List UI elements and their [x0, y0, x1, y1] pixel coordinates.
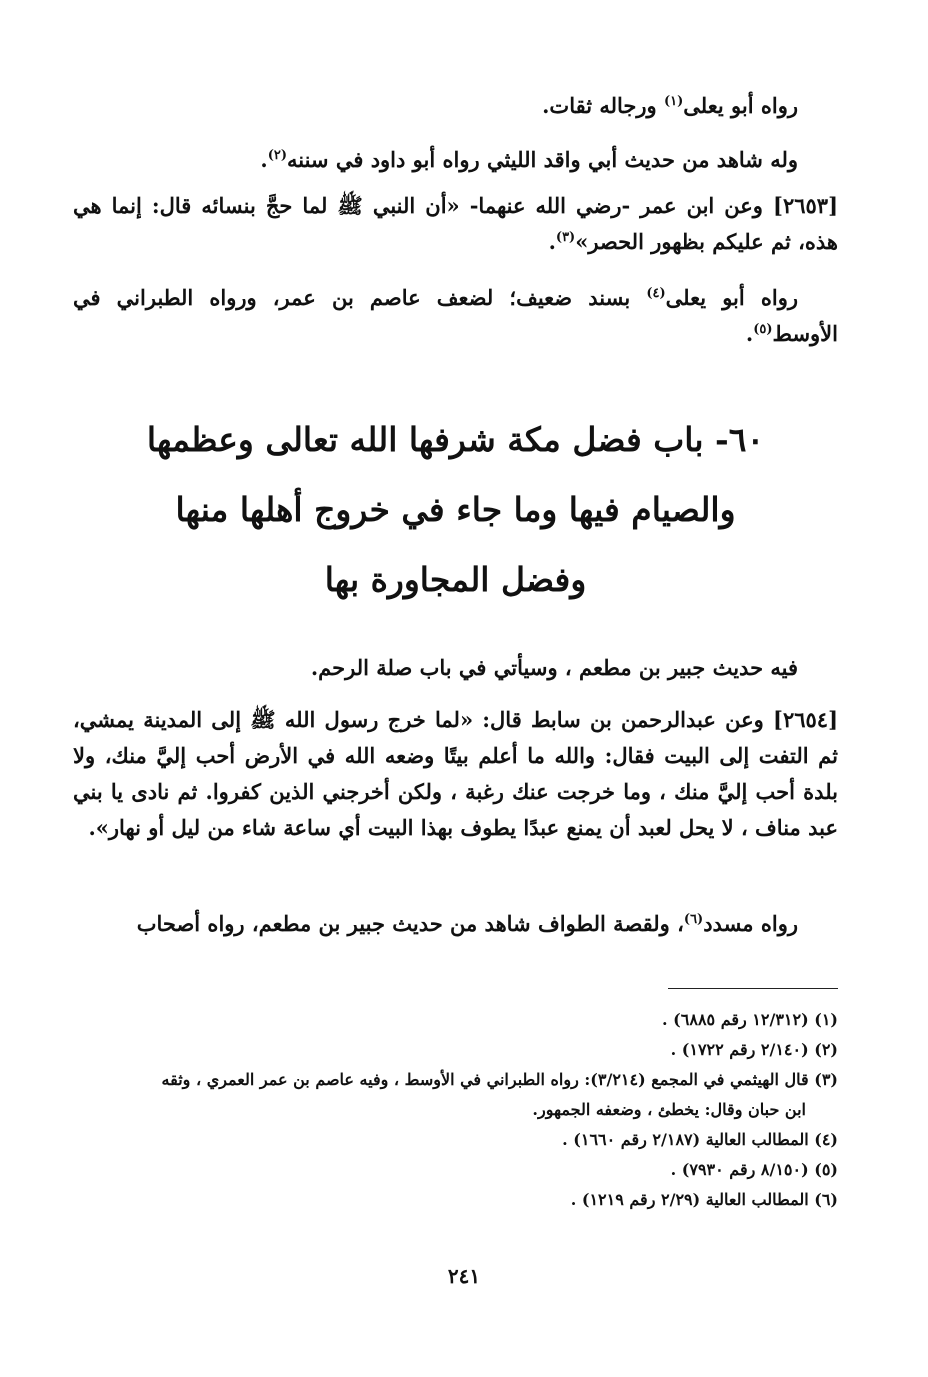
footnote: (٥) (٨/١٥٠ رقم ٧٩٣٠) .: [670, 1160, 838, 1179]
paragraph-witness: [73, 142, 838, 178]
footnote: (٦) المطالب العالية (٢/٢٩ رقم ١٢١٩) .: [570, 1190, 838, 1209]
footnote-marker: (٣): [555, 230, 576, 245]
footnote: (٤) المطالب العالية (٢/١٨٧ رقم ١٦٦٠) .: [562, 1130, 838, 1149]
footnote-marker: (٦): [683, 912, 704, 927]
text: [٢٦٥٣] وعن ابن عمر -رضي الله عنهما- «أن النبي ﷺ لما حجَّ بنسائه قال: إنما هي هذه، ثم عليكم بظهور الحصر»: [73, 193, 838, 254]
footnote-marker: (٢): [267, 148, 287, 163]
chapter-heading-line: وفضل المجاورة بها: [324, 560, 587, 599]
chapter-heading-line: ٦٠- باب فضل مكة شرفها الله تعالى وعظمها: [146, 420, 765, 459]
text: [٢٦٥٤] وعن عبدالرحمن بن سابط قال: «لما خرج رسول الله ﷺ إلى المدينة يمشي، ثم التفت إلى البيت فقال: والله ما أعلم بيتًا وضعه الله في الأرض أحب إليَّ منك، ولا بلدة أحب إليَّ منك ، وما خرجت عنك رغبة ، ولكن أخرجني الذين كفروا. ثم نادى يا بني عبد مناف ، لا يحل لعبد أن يمنع عبدًا يطوف بهذا البيت أي ساعة شاء من ليل أو نهار».: [73, 707, 838, 840]
chapter-heading-line: والصيام فيها وما جاء في خروج أهلها منها: [175, 490, 736, 529]
page-number: ٢٤١: [447, 1264, 481, 1288]
text: ورجاله ثقات.: [542, 93, 664, 118]
footnote-marker: (٤): [646, 286, 666, 301]
text: فيه حديث جبير بن مطعم ، وسيأتي في باب صلة الرحم.: [310, 655, 798, 680]
paragraph-narration-2: [73, 280, 838, 352]
text: .: [745, 321, 754, 346]
text: رواه أبو يعلى: [683, 93, 798, 118]
text: ، ولقصة الطواف شاهد من حديث جبير بن مطعم، رواه أصحاب: [136, 911, 684, 936]
text: .: [548, 229, 556, 254]
paragraph-narration-1: [73, 88, 838, 124]
footnotes: [73, 1005, 838, 1215]
paragraph-narration-3: [73, 906, 838, 942]
text: رواه أبو يعلى: [665, 285, 798, 310]
footnote: (٢) (٢/١٤٠ رقم ١٧٢٢) .: [670, 1040, 838, 1059]
footnote-marker: (٥): [753, 322, 773, 337]
footnote-marker: (١): [664, 94, 684, 109]
text: بسند ضعيف؛ لضعف عاصم بن عمر، ورواه الطبراني في الأوسط: [73, 285, 838, 346]
hadith-2654: [73, 702, 838, 846]
footnote-divider: [668, 988, 838, 989]
text: وله شاهد من حديث أبي واقد الليثي رواه أبو داود في سننه: [287, 147, 798, 172]
hadith-2653: [73, 188, 838, 260]
text: .: [260, 147, 268, 172]
footnote: (١) (١٢/٣١٢ رقم ٦٨٨٥) .: [662, 1010, 838, 1029]
chapter-heading: [73, 405, 838, 615]
footnote-continuation: ابن حبان وقال: يخطئ ، وضعفه الجمهور.: [532, 1100, 806, 1119]
footnote: (٣) قال الهيثمي في المجمع (٣/٢١٤): رواه الطبراني في الأوسط ، وفيه عاصم بن عمر العمري ، وثقه: [161, 1070, 838, 1089]
text: رواه مسدد: [703, 911, 798, 936]
paragraph-intro: [73, 650, 838, 686]
